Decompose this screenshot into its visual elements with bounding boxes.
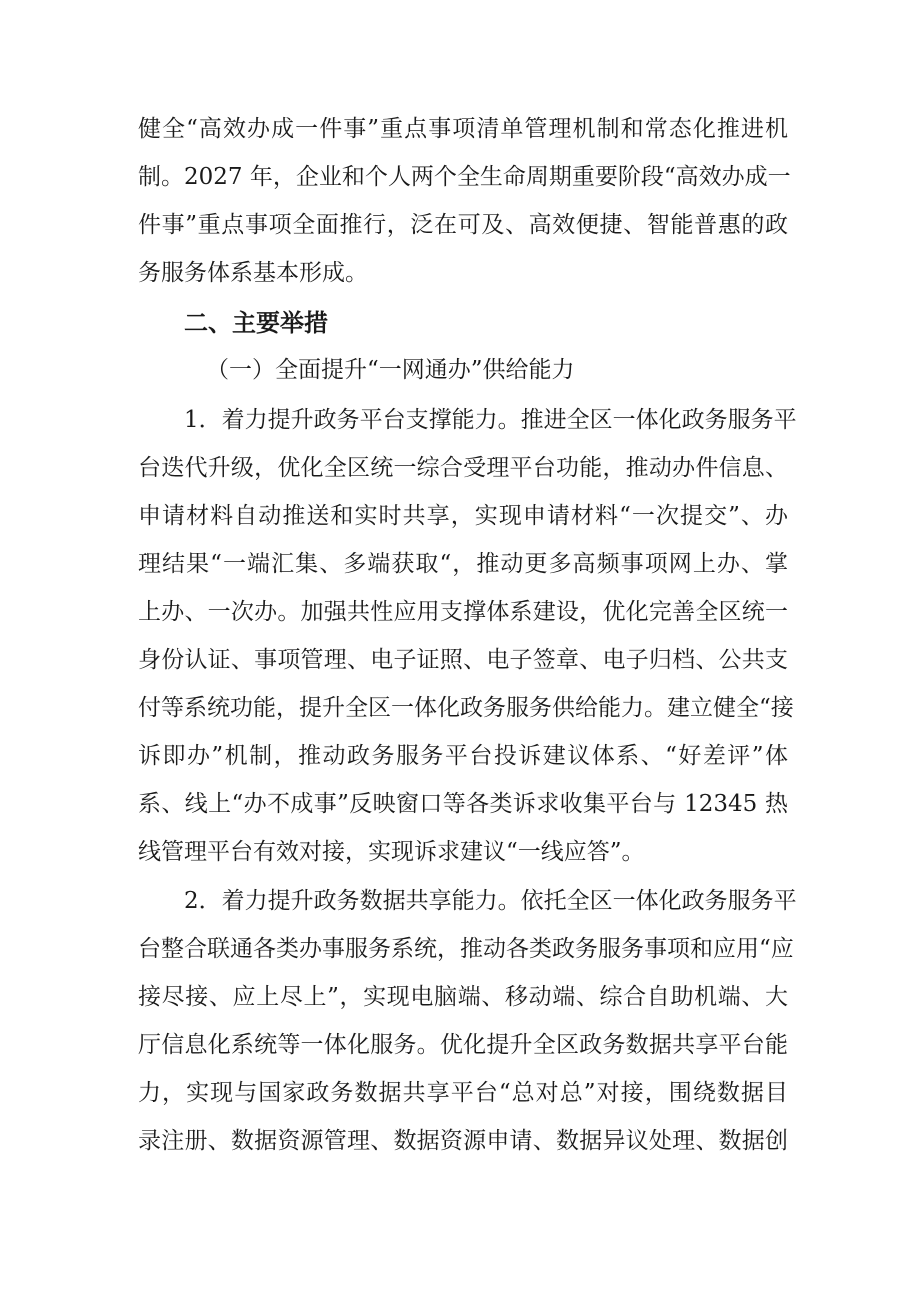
paragraph-line: 健全“高效办成一件事”重点事项清单管理机制和常态化推进机 — [138, 116, 788, 142]
paragraph-line: 制。2027 年，企业和个人两个全生命周期重要阶段“高效办成一 — [138, 164, 791, 190]
paragraph-line: 付等系统功能，提升全区一体化政务服务供给能力。建立健全“接 — [138, 695, 794, 721]
paragraph-line: 上办、一次办。加强共性应用支撑体系建设，优化完善全区统一 — [138, 599, 788, 625]
paragraph-line: 系、线上“办不成事”反映窗口等各类诉求收集平台与 12345 热 — [138, 791, 788, 817]
section-heading: 二、主要举措 — [184, 309, 328, 337]
paragraph-line: 厅信息化系统等一体化服务。优化提升全区政务数据共享平台能 — [138, 1032, 788, 1058]
paragraph-line: 台整合联通各类办事服务系统，推动各类政务服务事项和应用“应 — [138, 936, 794, 962]
paragraph-line: 录注册、数据资源管理、数据资源申请、数据异议处理、数据创 — [138, 1128, 788, 1154]
paragraph-line: 台迭代升级，优化全区统一综合受理平台功能，推动办件信息、 — [138, 455, 788, 481]
paragraph-line: 线管理平台有效对接，实现诉求建议“一线应答”。 — [138, 839, 645, 865]
paragraph-line: 申请材料自动推送和实时共享，实现申请材料“一次提交”、办 — [138, 503, 788, 529]
paragraph-line: 理结果“一端汇集、多端获取“，推动更多高频事项网上办、掌 — [138, 551, 788, 577]
paragraph-line: 诉即办”机制，推动政务服务平台投诉建议体系、“好差评”体 — [138, 743, 788, 769]
paragraph-line: 2．着力提升政务数据共享能力。依托全区一体化政务服务平 — [184, 888, 797, 914]
subsection-heading: （一）全面提升“一网通办”供给能力 — [206, 357, 575, 383]
paragraph-line: 接尽接、应上尽上”，实现电脑端、移动端、综合自助机端、大 — [138, 984, 788, 1010]
paragraph-line: 身份认证、事项管理、电子证照、电子签章、电子归档、公共支 — [138, 647, 788, 673]
paragraph-line: 力，实现与国家政务数据共享平台“总对总”对接，围绕数据目 — [138, 1080, 788, 1106]
paragraph-line: 1．着力提升政务平台支撑能力。推进全区一体化政务服务平 — [184, 407, 797, 433]
paragraph-line: 务服务体系基本形成。 — [138, 260, 368, 286]
paragraph-line: 件事”重点事项全面推行，泛在可及、高效便捷、智能普惠的政 — [138, 212, 788, 238]
